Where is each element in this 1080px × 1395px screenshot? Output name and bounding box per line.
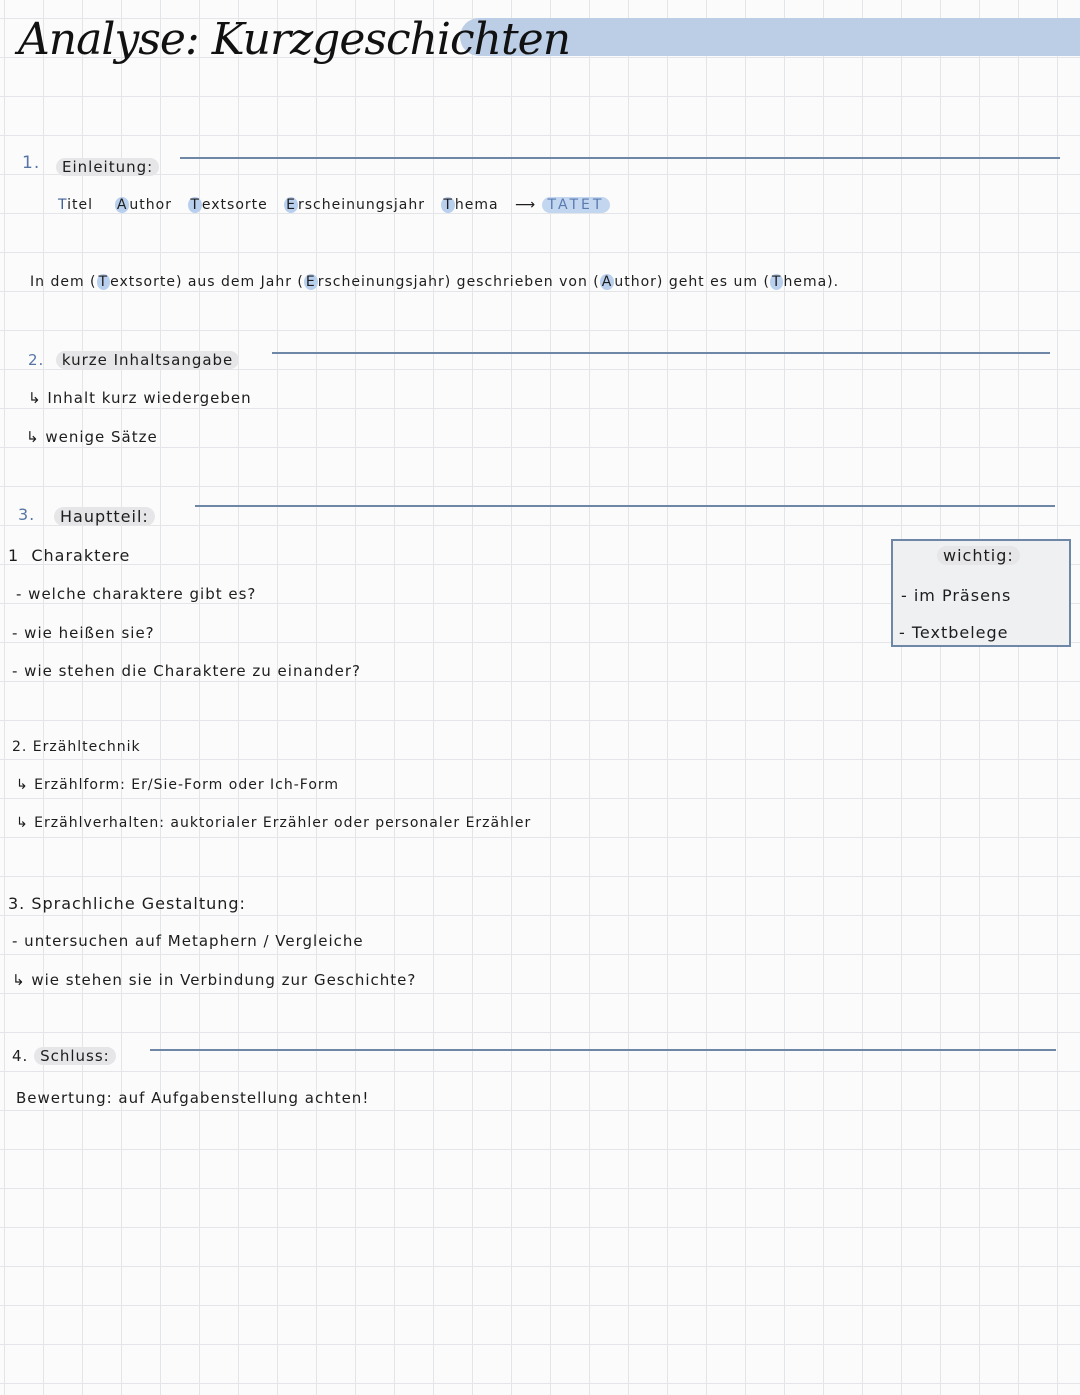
list-item: ↳ Erzählform: Er/Sie-Form oder Ich-Form [16,777,340,793]
tatet-badge: TATET [542,197,611,213]
schluss-text: Bewertung: auf Aufgabenstellung achten! [16,1089,370,1107]
box-item: - Textbelege [899,623,1009,642]
list-item: - welche charaktere gibt es? [16,585,257,603]
box-item: - im Präsens [901,586,1012,605]
list-item: ↳ wie stehen sie in Verbindung zur Geschichte? [12,971,417,989]
section-3-heading: Hauptteil: [54,507,155,526]
divider [150,1049,1056,1051]
divider [180,157,1060,159]
intro-sentence: In dem ( T extsorte) aus dem Jahr ( E rscheinungsjahr) geschrieben von ( A uthor) geht es um ( T hema). [30,274,840,290]
section-3-number: 3. [18,505,36,524]
important-box [891,539,1071,647]
list-item: - untersuchen auf Metaphern / Vergleiche [12,932,364,950]
section-2-heading: 2. kurze Inhaltsangabe [28,351,239,369]
section-4-heading: 4. Schluss: [12,1047,116,1065]
section-1-heading: Einleitung: [56,158,159,176]
list-item: ↳ Erzählverhalten: auktorialer Erzähler oder personaler Erzähler [16,815,532,831]
section-1-number: 1. [22,153,41,173]
page-title: Analyse: Kurzgeschichten [18,14,571,65]
divider [195,505,1055,507]
divider [272,352,1050,354]
sub-heading-erzaehltechnik: 2. Erzähltechnik [12,739,141,755]
box-heading: wichtig: [937,546,1020,565]
list-item: ↳ wenige Sätze [26,428,158,446]
sub-heading-charaktere: 1 Charaktere [8,546,131,565]
list-item: - wie heißen sie? [12,624,155,642]
sub-heading-sprache: 3. Sprachliche Gestaltung: [8,894,246,913]
list-item: ↳ Inhalt kurz wiedergeben [28,389,252,407]
list-item: - wie stehen die Charaktere zu einander? [12,662,362,680]
tatet-terms: Titel A uthor T extsorte E rscheinungsjahr T hema ⟶ TATET [58,197,610,213]
